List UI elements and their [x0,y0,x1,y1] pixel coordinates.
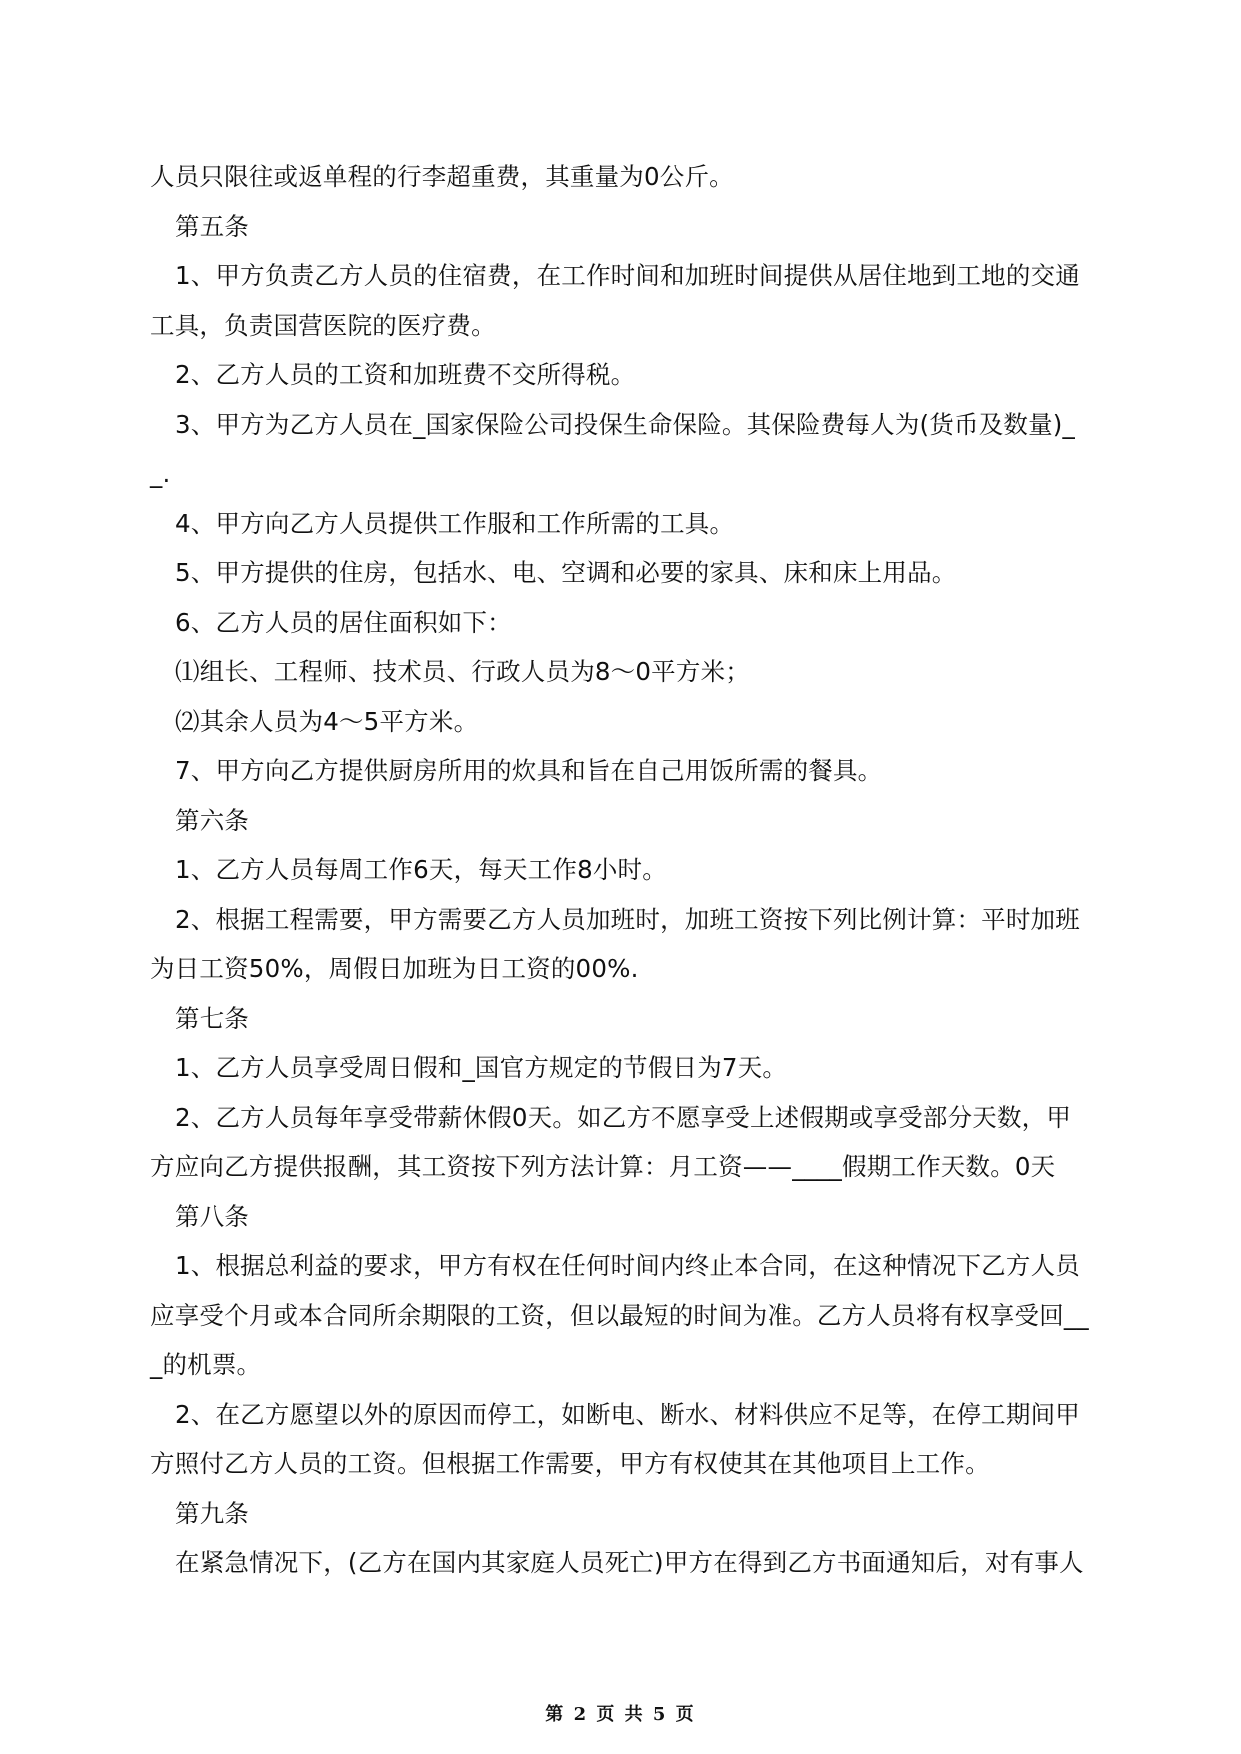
clause-5-1: 1、甲方负责乙方人员的住宿费，在工作时间和加班时间提供从居住地到工地的交通工具，负责国营医院的医疗费。 [150,261,1080,340]
paragraph-continuation: 人员只限往或返单程的行李超重费，其重量为0公斤。 [150,162,734,191]
clause-6-2: 2、根据工程需要，甲方需要乙方人员加班时，加班工资按下列比例计算：平时加班为日工资50%，周假日加班为日工资的00%. [150,904,1080,983]
clause-5-2: 2、乙方人员的工资和加班费不交所得税。 [175,360,636,389]
clause-5-6: 6、乙方人员的居住面积如下： [175,607,512,637]
clause-5-6-item-1: ⑴组长、工程师、技术员、行政人员为8～0平方米； [175,657,750,686]
clause-6-1: 1、乙方人员每周工作6天，每天工作8小时。 [175,855,667,884]
article-heading-9: 第九条 [175,1498,250,1528]
article-heading-6: 第六条 [175,805,250,835]
clause-7-1: 1、乙方人员享受周日假和_国官方规定的节假日为7天。 [175,1053,788,1082]
clause-5-5: 5、甲方提供的住房，包括水、电、空调和必要的家具、床和床上用品。 [175,558,957,587]
page-number-footer: 第 2 页 共 5 页 [545,1704,696,1725]
article-heading-8: 第八条 [175,1201,250,1231]
document-body [150,152,1090,1588]
clause-7-2: 2、乙方人员每年享受带薪休假0天。如乙方不愿享受上述假期或享受部分天数，甲方应向乙方提供报酬，其工资按下列方法计算：月工资——____假期工作天数。0天 [150,1102,1072,1181]
clause-5-7: 7、甲方向乙方提供厨房所用的炊具和旨在自己用饭所需的餐具。 [175,756,883,785]
article-heading-5: 第五条 [175,211,250,241]
article-heading-7: 第七条 [175,1003,250,1033]
clause-8-1: 1、根据总利益的要求，甲方有权在任何时间内终止本合同，在这种情况下乙方人员应享受个月或本合同所余期限的工资，但以最短的时间为准。乙方人员将有权享受回___的机票。 [150,1251,1089,1379]
clause-5-4: 4、甲方向乙方人员提供工作服和工作所需的工具。 [175,508,735,538]
clause-8-2: 2、在乙方愿望以外的原因而停工，如断电、断水、材料供应不足等，在停工期间甲方照付乙方人员的工资。但根据工作需要，甲方有权使其在其他项目上工作。 [150,1399,1080,1478]
clause-9-text: 在紧急情况下，(乙方在国内其家庭人员死亡)甲方在得到乙方书面通知后，对有事人 [175,1548,1084,1577]
clause-5-6-item-2: ⑵其余人员为4～5平方米。 [175,706,479,736]
clause-5-3: 3、甲方为乙方人员在_国家保险公司投保生命保险。其保险费每人为(货币及数量)__. [150,409,1076,488]
